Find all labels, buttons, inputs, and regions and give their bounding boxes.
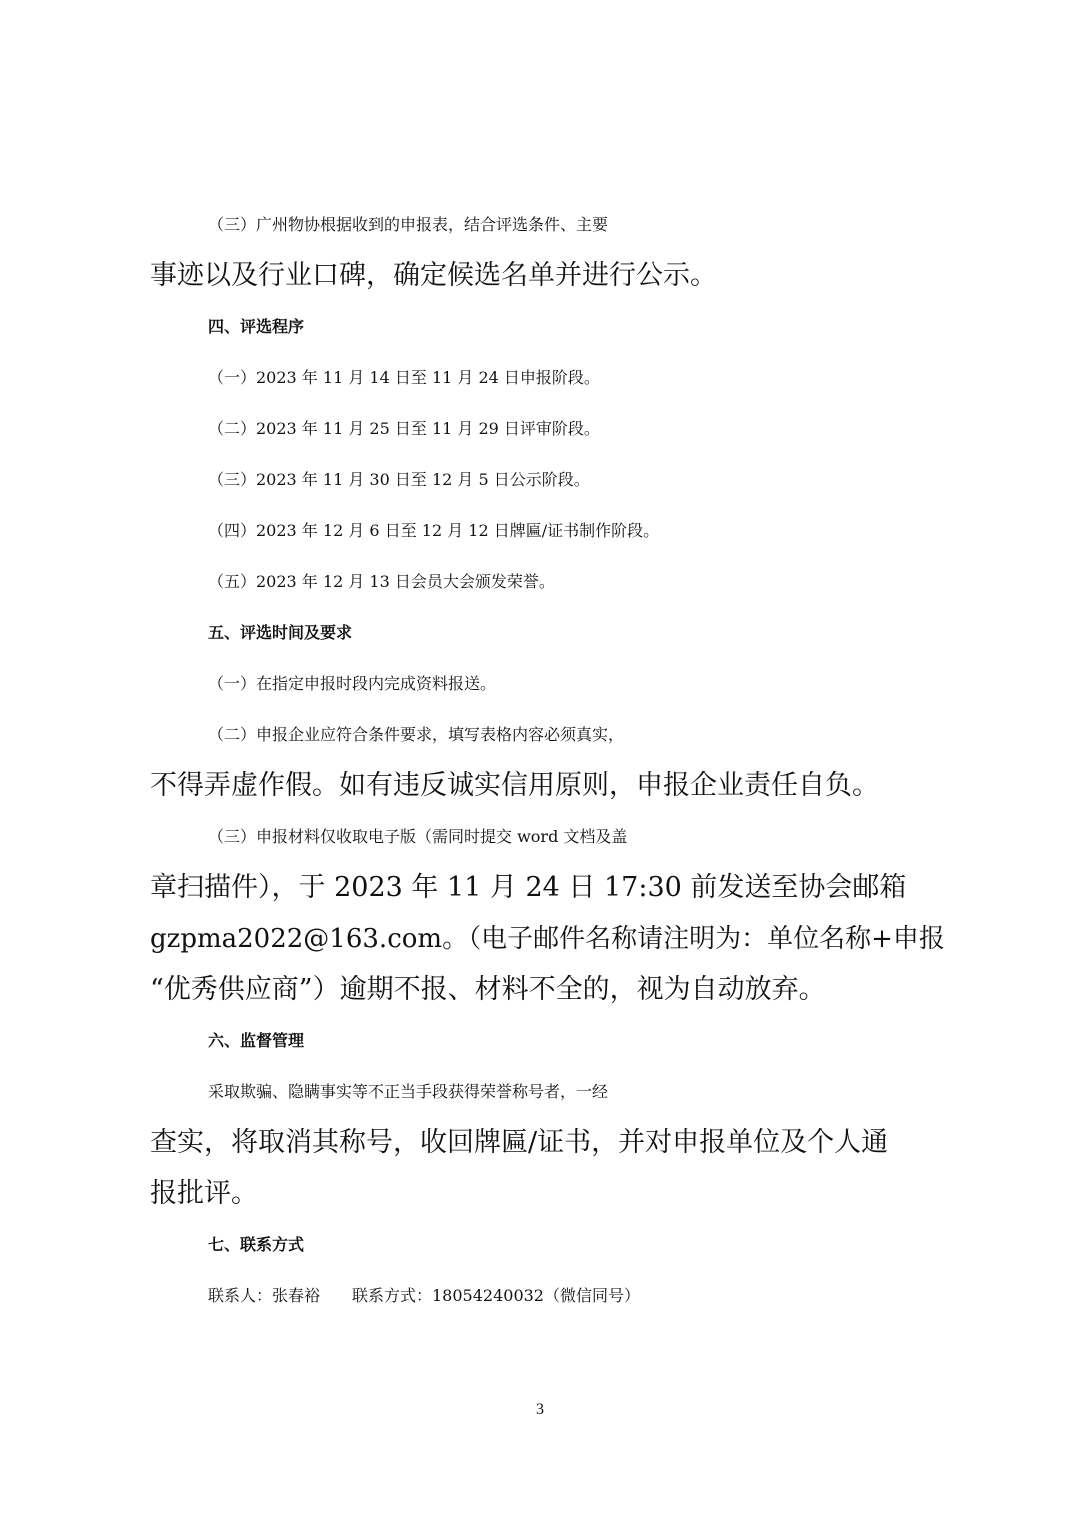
paragraph-line: （三）2023 年 11 月 30 日至 12 月 5 日公示阶段。 (208, 470, 590, 489)
section-heading: 五、评选时间及要求 (208, 623, 353, 642)
paragraph-line: （三）广州物协根据收到的申报表，结合评选条件、主要 (208, 215, 609, 234)
page-number: 3 (536, 1401, 544, 1418)
paragraph-line: （五）2023 年 12 月 13 日会员大会颁发荣誉。 (208, 572, 555, 591)
paragraph-line: （四）2023 年 12 月 6 日至 12 月 12 日牌匾/证书制作阶段。 (208, 521, 660, 540)
paragraph-line: “优秀供应商”）逾期不报、材料不全的，视为自动放弃。 (150, 974, 826, 1005)
paragraph-line: 章扫描件），于 2023 年 11 月 24 日 17:30 前发送至协会邮箱 (150, 872, 907, 903)
paragraph-line: （三）申报材料仅收取电子版（需同时提交 word 文档及盖 (208, 827, 628, 846)
paragraph-line: （一）在指定申报时段内完成资料报送。 (208, 674, 497, 693)
section-heading: 六、监督管理 (208, 1031, 305, 1050)
paragraph-line: gzpma2022@163.com。（电子邮件名称请注明为：单位名称+申报 (150, 924, 945, 954)
paragraph-line: （二）2023 年 11 月 25 日至 11 月 29 日评审阶段。 (208, 419, 600, 438)
paragraph-line: （一）2023 年 11 月 14 日至 11 月 24 日申报阶段。 (208, 368, 600, 387)
contact-line: 联系人：张春裕 联系方式：18054240032（微信同号） (208, 1286, 640, 1305)
paragraph-line: 不得弄虚作假。如有违反诚实信用原则，申报企业责任自负。 (150, 770, 879, 801)
paragraph-line: 查实，将取消其称号，收回牌匾/证书，并对申报单位及个人通 (150, 1127, 889, 1158)
paragraph-line: 事迹以及行业口碑，确定候选名单并进行公示。 (150, 260, 717, 291)
paragraph-line: （二）申报企业应符合条件要求，填写表格内容必须真实， (208, 725, 625, 744)
section-heading: 七、联系方式 (208, 1235, 305, 1254)
section-heading: 四、评选程序 (208, 317, 305, 336)
paragraph-line: 采取欺骗、隐瞒事实等不正当手段获得荣誉称号者，一经 (208, 1082, 609, 1101)
paragraph-line: 报批评。 (150, 1178, 258, 1209)
